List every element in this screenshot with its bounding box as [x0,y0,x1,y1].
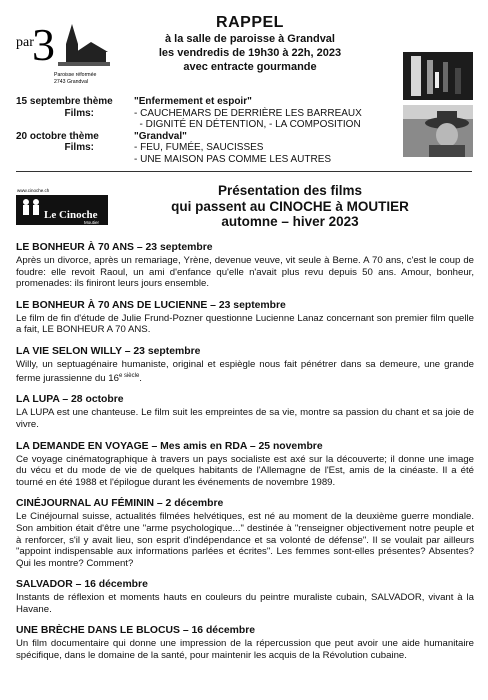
logo-caption-1: Paroisse réformée [54,72,97,78]
schedule-label [16,119,134,131]
film-description: Un film documentaire qui donne une impression de la répercussion que peut avoir une aide humanitaire spécifique, dans le domaine de la santé, pour maintenir les acquis de la Révolution cubaine. [16,638,474,662]
century-superscript: e siècle [118,372,140,379]
film-title: LA LUPA – 28 octobre [16,394,124,406]
presentation-line-1: Présentation des films [217,183,363,198]
film-description: LA LUPA est une chanteuse. Le film suit les empreintes de sa vie, montre sa passion du chant et sa joie de vivre. [16,407,474,430]
schedule-theme: "Grandval" [134,130,187,142]
film-title: LE BONHEUR À 70 ANS – 23 septembre [16,242,213,253]
man-with-hat-photo [403,105,473,157]
schedule-row [16,119,396,131]
rappel-line-3: avec entracte gourmande [183,61,317,73]
schedule-row [16,154,396,166]
film-text: Willy, un septuagénaire humaniste, original et espiègle nous fait pénétrer dans sa demeure, une grande ferme jurassienne du 16 [16,358,474,384]
schedule-label: 15 septembre thème [16,96,113,107]
parish-logo [14,18,112,88]
schedule-label: Films: [64,107,94,119]
rappel-header [130,14,370,74]
film-description: Le Cinéjournal suisse, actualités filmées helvétiques, est né au moment de la deuxième guerre mondiale. Son ambition était d'être une "arme psychologique..." destinée à "renseigner objectivement notre peuple et à renforcer, s'il y avait lieu, son esprit d'indépendance et sa volonté de défense". Il se voulait par ailleurs "appoint indispensable aux informations parlées et écrites". Les femmes sont-elles présentes? Absentes? Qui les montre? Comment? [16,511,474,569]
church-icon [58,24,110,66]
schedule-row [16,131,396,143]
film-title: LE BONHEUR À 70 ANS DE LUCIENNE – 23 septembre [16,299,286,311]
schedule-label [16,154,134,166]
logo-caption-2: 2743 Grandval [54,79,89,85]
film-description: Instants de réflexion et moments hauts en couleurs du peintre muraliste cubain, SALVADOR, vivant à la Havane. [16,592,474,615]
film-description: Ce voyage cinématographique à travers un pays socialiste est axé sur la découverte; il donne une image du vécu et du mode de vie de quelques habitants de l'Allemagne de l'Est, amis de la cinéaste. Il a été tourné en été 1988 et l'épilogue durant les événements de novembre 1989. [16,453,474,488]
film-list [16,242,474,672]
film-entry [16,441,474,489]
rappel-title: RAPPEL [216,14,284,31]
film-entry [16,300,474,336]
schedule [16,96,396,165]
section-divider [16,171,472,172]
prison-corridor-photo [403,52,473,100]
schedule-film: - UNE MAISON PAS COMME LES AUTRES [134,153,332,165]
logo-prefix: par [16,35,34,50]
film-title: CINÉJOURNAL AU FÉMININ – 2 décembre [16,498,224,510]
film-entry [16,498,474,569]
film-title: LA DEMANDE EN VOYAGE – Mes amis en RDA – 25 novembre [16,440,323,452]
cinoche-url: www.cinoche.ch [17,188,50,193]
film-title: UNE BRÈCHE DANS LE BLOCUS – 16 décembre [16,625,256,637]
schedule-label: Films: [64,142,94,153]
film-title: SALVADOR – 16 décembre [16,579,148,591]
schedule-theme: "Enfermement et espoir" [134,96,252,107]
logo-digit: 3 [32,19,55,70]
film-entry [16,625,474,661]
film-description: Après un divorce, après un remariage, Yrène, devenue veuve, vit seule à Berne. A 70 ans, c'est le coup de foudre: elle revoit Raoul, un ami d'enfance qu'elle n'avait plus revu depuis 50 ans. Amour, bonheur, promenades: ils finiront leurs jours ensemble. [16,255,474,290]
schedule-film: - FEU, FUMÉE, SAUCISSES [134,142,264,153]
schedule-row [16,108,396,120]
schedule-film: - CAUCHEMARS DE DERRIÈRE LES BARREAUX [134,107,362,119]
presentation-heading [150,183,430,230]
cinoche-name: Le Cinoche [44,209,98,221]
presentation-line-3: automne – hiver 2023 [221,214,359,229]
presentation-line-2: qui passent au CINOCHE à MOUTIER [171,198,409,214]
schedule-row [16,96,396,108]
schedule-label: 20 octobre thème [16,130,99,142]
cinoche-place: Moutier [84,220,100,225]
schedule-film: - DIGNITÉ EN DÉTENTION, - LA COMPOSITION [134,119,361,130]
film-entry [16,394,474,430]
film-text-tail: . [139,372,142,384]
film-description: Le film de fin d'étude de Julie Frund-Pozner questionne Lucienne Lanaz concernant son premier film quelle a fait, LE BONHEUR A 70 ANS. [16,312,474,336]
schedule-row [16,142,396,154]
rappel-line-1: à la salle de paroisse à Grandval [165,33,335,45]
film-description [16,359,474,384]
film-entry [16,242,474,290]
rappel-line-2: les vendredis de 19h30 à 22h, 2023 [158,47,342,59]
film-entry [16,346,474,384]
cinoche-logo [16,187,108,227]
film-entry [16,579,474,615]
film-title: LA VIE SELON WILLY – 23 septembre [16,345,201,357]
